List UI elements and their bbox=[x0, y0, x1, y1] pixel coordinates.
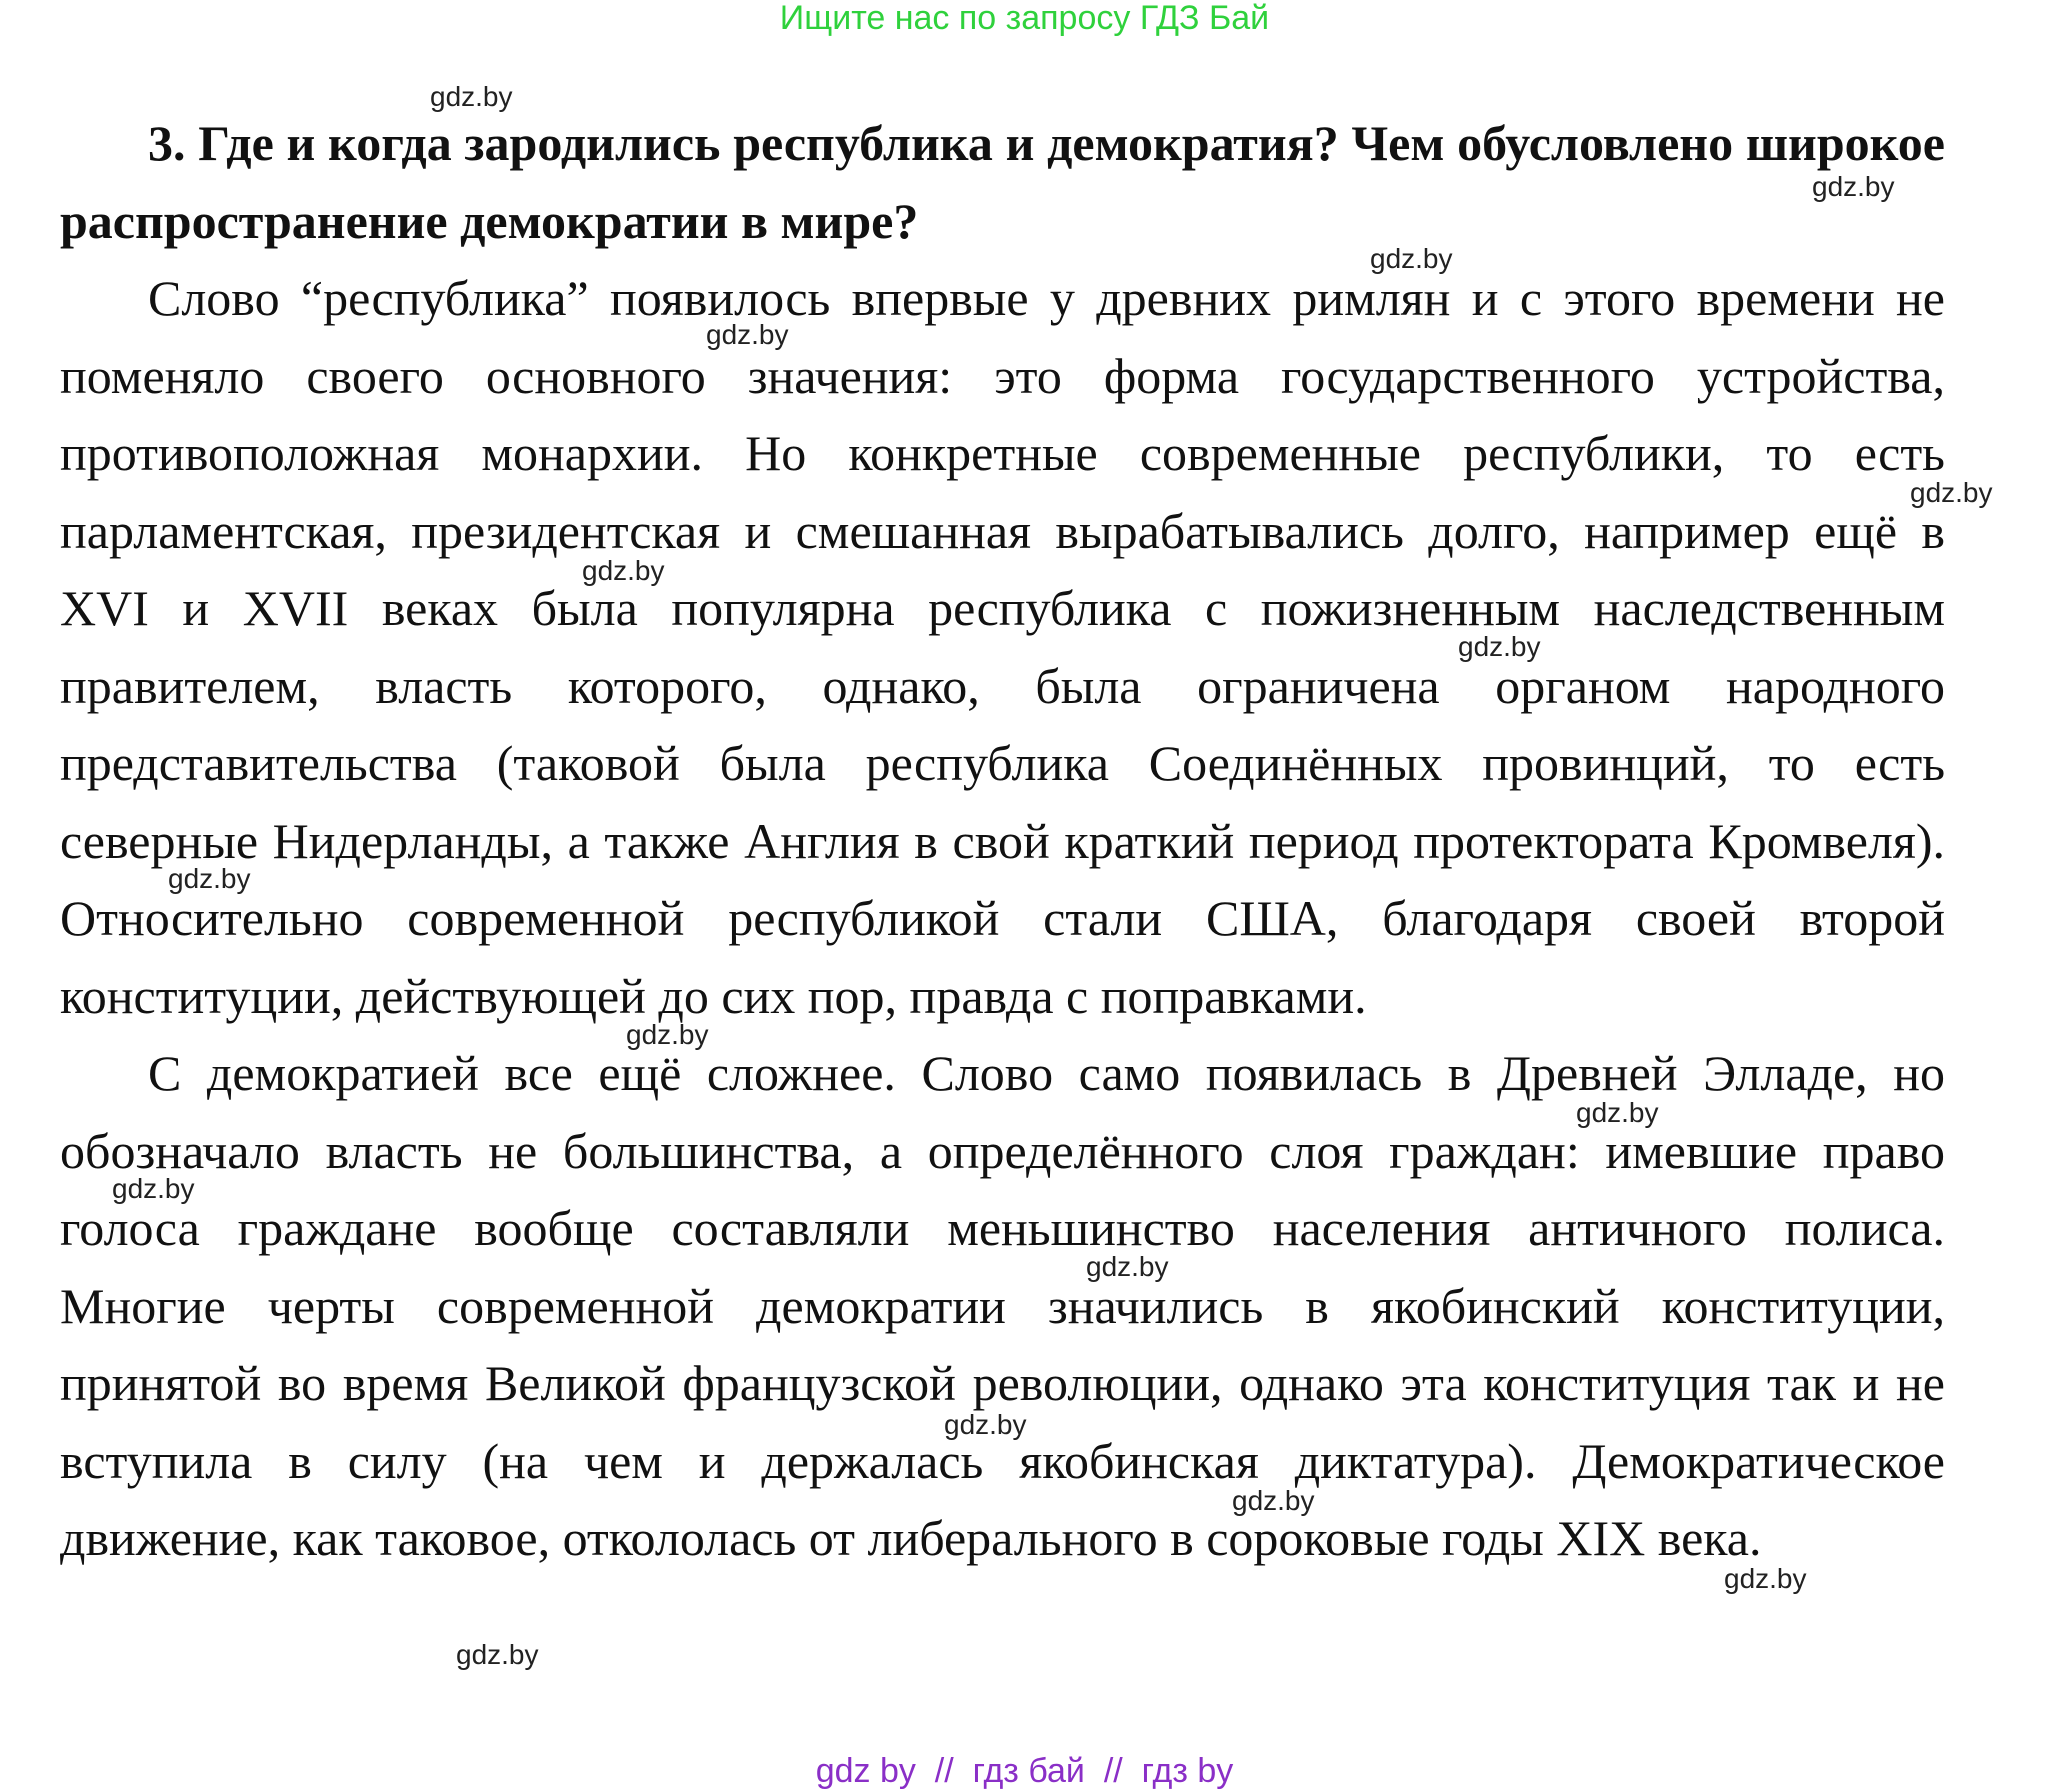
document-body bbox=[60, 105, 1945, 1578]
watermark: gdz.by bbox=[1232, 1485, 1315, 1516]
watermark: gdz.by bbox=[1812, 171, 1895, 202]
watermark: gdz.by bbox=[430, 81, 513, 112]
watermark: gdz.by bbox=[582, 555, 665, 586]
watermark: gdz.by bbox=[168, 863, 251, 894]
watermark: gdz.by bbox=[706, 319, 789, 350]
watermark: gdz.by bbox=[944, 1409, 1027, 1440]
footer-links: gdz by // гдз бай // гдз by bbox=[815, 1752, 1234, 1790]
watermark: gdz.by bbox=[1458, 631, 1541, 662]
answer-paragraph-2: С демократией все ещё сложнее. Слово само появилась в Древней Элладе, но обозначало власть не большинства, а определённого слоя граждан: имевшие право голоса граждане вообще составляли меньшинство населения античного полиса. Многие черты современной демократии значились в якобинский конституции, принятой во время Великой французской революции, однако эта конституция так и не вступила в силу (на чем и держалась якобинская диктатура). Демократическое движение, как таковое, откололась от либерального в сороковые годы XIX века. bbox=[60, 1045, 1945, 1566]
question-heading: 3. Где и когда зародились республика и демократия? Чем обусловлено широкое распространение демократии в мире? bbox=[60, 115, 1945, 249]
watermark: gdz.by bbox=[1370, 243, 1453, 274]
watermark: gdz.by bbox=[1086, 1251, 1169, 1282]
watermark: gdz.by bbox=[1910, 477, 1993, 508]
watermark: gdz.by bbox=[626, 1019, 709, 1050]
header-banner: Ищите нас по запросу ГДЗ Бай bbox=[779, 0, 1270, 37]
answer-paragraph-1: Слово “республика” появилось впервые у древних римлян и с этого времени не поменяло своего основного значения: это форма государственного устройства, противоположная монархии. Но конкретные современные республики, то есть парламентская, президентская и смешанная вырабатывались долго, например ещё в XVI и XVII веках была популярна республика с пожизненным наследственным правителем, власть которого, однако, была ограничена органом народного представительства (таковой была республика Соединённых провинций, то есть северные Нидерланды, а также Англия в свой краткий период протектората Кромвеля). Относительно современной республикой стали США, благодаря своей второй конституции, действующей до сих пор, правда с поправками. bbox=[60, 270, 1945, 1024]
watermark: gdz.by bbox=[456, 1639, 539, 1670]
watermark: gdz.by bbox=[1576, 1097, 1659, 1128]
watermark: gdz.by bbox=[1724, 1563, 1807, 1594]
watermark: gdz.by bbox=[112, 1173, 195, 1204]
